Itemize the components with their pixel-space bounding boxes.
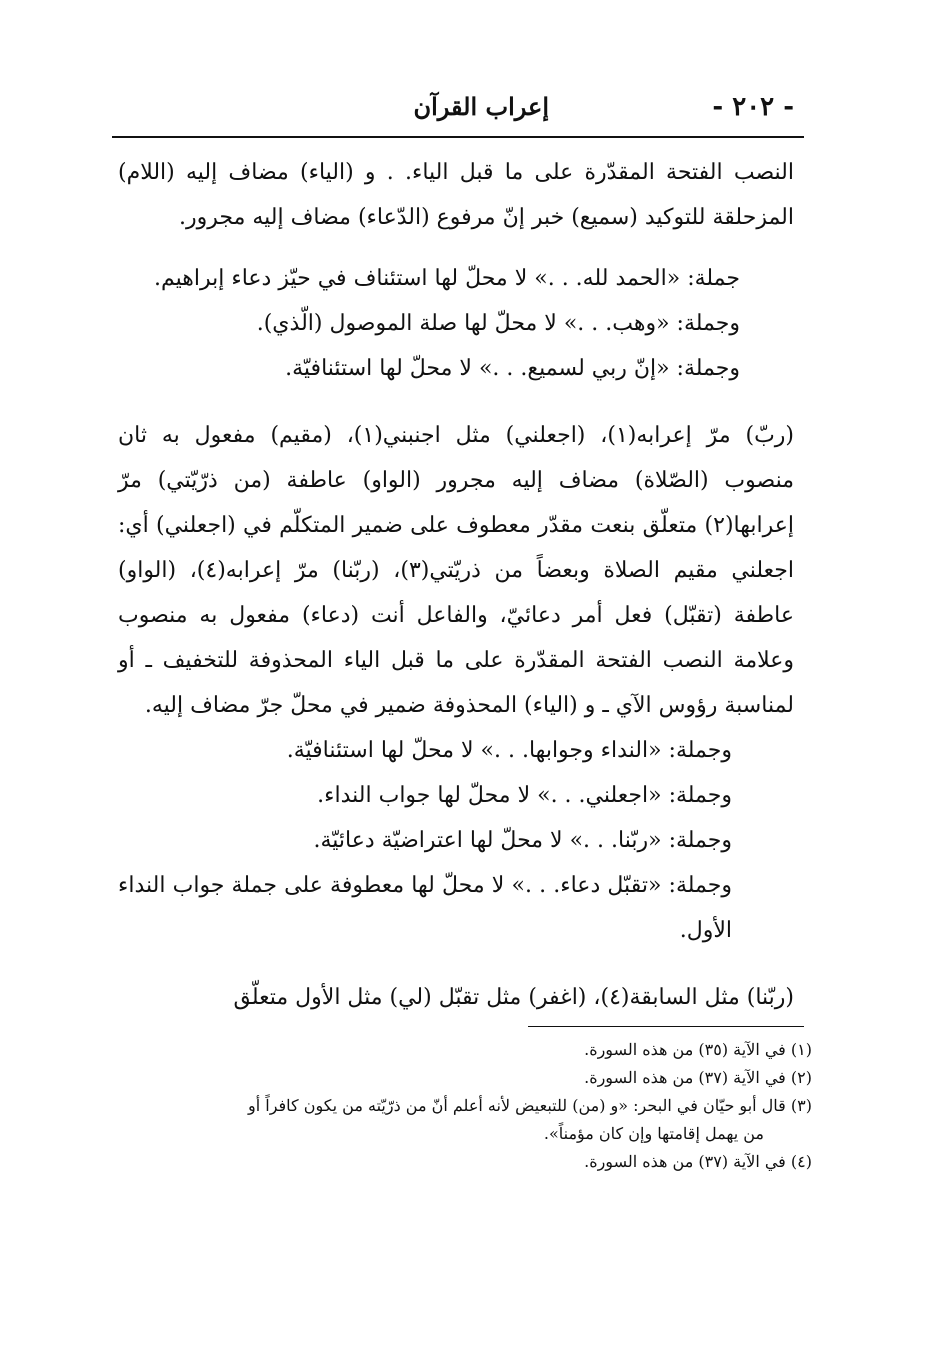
- footnote-1: (١) في الآية (٣٥) من هذه السورة.: [584, 1040, 812, 1059]
- page-number: - ٢٠٢ -: [712, 92, 794, 122]
- sentence-item: جملة: «الحمد لله. . .» لا محلّ لها استئناف في حيّز دعاء إبراهيم.: [154, 266, 740, 291]
- sentence-item: وجملة: «النداء وجوابها. . .» لا محلّ لها استئنافيّة.: [286, 738, 732, 763]
- paragraph-1: النصب الفتحة المقدّرة على ما قبل الياء. . و (الياء) مضاف إليه (اللام) المزحلقة للتوكيد (سميع) خبر إنّ مرفوع (الدّعاء) مضاف إليه مجرور.: [118, 160, 794, 230]
- footnote-3-continued: من يهمل إقامتها وإن كان مؤمناً».: [543, 1124, 764, 1143]
- page-header: [112, 86, 804, 136]
- sentence-item: وجملة: «إنّ ربي لسميع. . .» لا محلّ لها استئنافيّة.: [285, 356, 740, 381]
- paragraph-3: (ربّنا) مثل السابقة(٤)، (اغفر) مثل تقبّل (لي) مثل الأول متعلّق: [233, 985, 794, 1010]
- footnote-3: (٣) قال أبو حيّان في البحر: «و (من) للتبعيض لأنه أعلم أنّ من ذرّيّته من يكون كافراً أو: [248, 1096, 812, 1115]
- sentence-item: وجملة: «تقبّل دعاء. . .» لا محلّ لها معطوفة على جملة جواب النداء الأول.: [118, 873, 732, 943]
- footnote-2: (٢) في الآية (٣٧) من هذه السورة.: [584, 1068, 812, 1087]
- footnote-divider: [528, 1026, 804, 1027]
- header-divider: [112, 136, 804, 138]
- sentence-item: وجملة: «اجعلني. . .» لا محلّ لها جواب النداء.: [317, 783, 732, 808]
- footnote-4: (٤) في الآية (٣٧) من هذه السورة.: [584, 1152, 812, 1171]
- main-text: [118, 150, 794, 1020]
- sentence-item: وجملة: «وهب. . .» لا محلّ لها صلة الموصول (الّذي).: [256, 311, 740, 336]
- footnotes: [112, 1036, 812, 1176]
- sentence-item: وجملة: «ربّنا. . .» لا محلّ لها اعتراضيّة دعائيّة.: [313, 828, 732, 853]
- running-title: إعراب القرآن: [413, 92, 549, 121]
- paragraph-2: (ربّ) مرّ إعرابه(١)، (اجعلني) مثل اجنبني(١)، (مقيم) مفعول به ثان منصوب (الصّلاة) مضاف إليه مجرور (الواو) عاطفة (من ذرّيّتي) مرّ إعرابها(٢) متعلّق بنعت مقدّر معطوف على ضمير المتكلّم في (اجعلني) أي: اجعلني مقيم الصلاة وبعضاً من ذريّتي(٣)، (ربّنا) مرّ إعرابه(٤)، (الواو) عاطفة (تقبّل) فعل أمر دعائيّ، والفاعل أنت (دعاء) مفعول به منصوب وعلامة النصب الفتحة المقدّرة على ما قبل الياء المحذوفة للتخفيف ـ أو لمناسبة رؤوس الآي ـ و (الياء) المحذوفة ضمير في محلّ جرّ مضاف إليه.: [118, 423, 794, 718]
